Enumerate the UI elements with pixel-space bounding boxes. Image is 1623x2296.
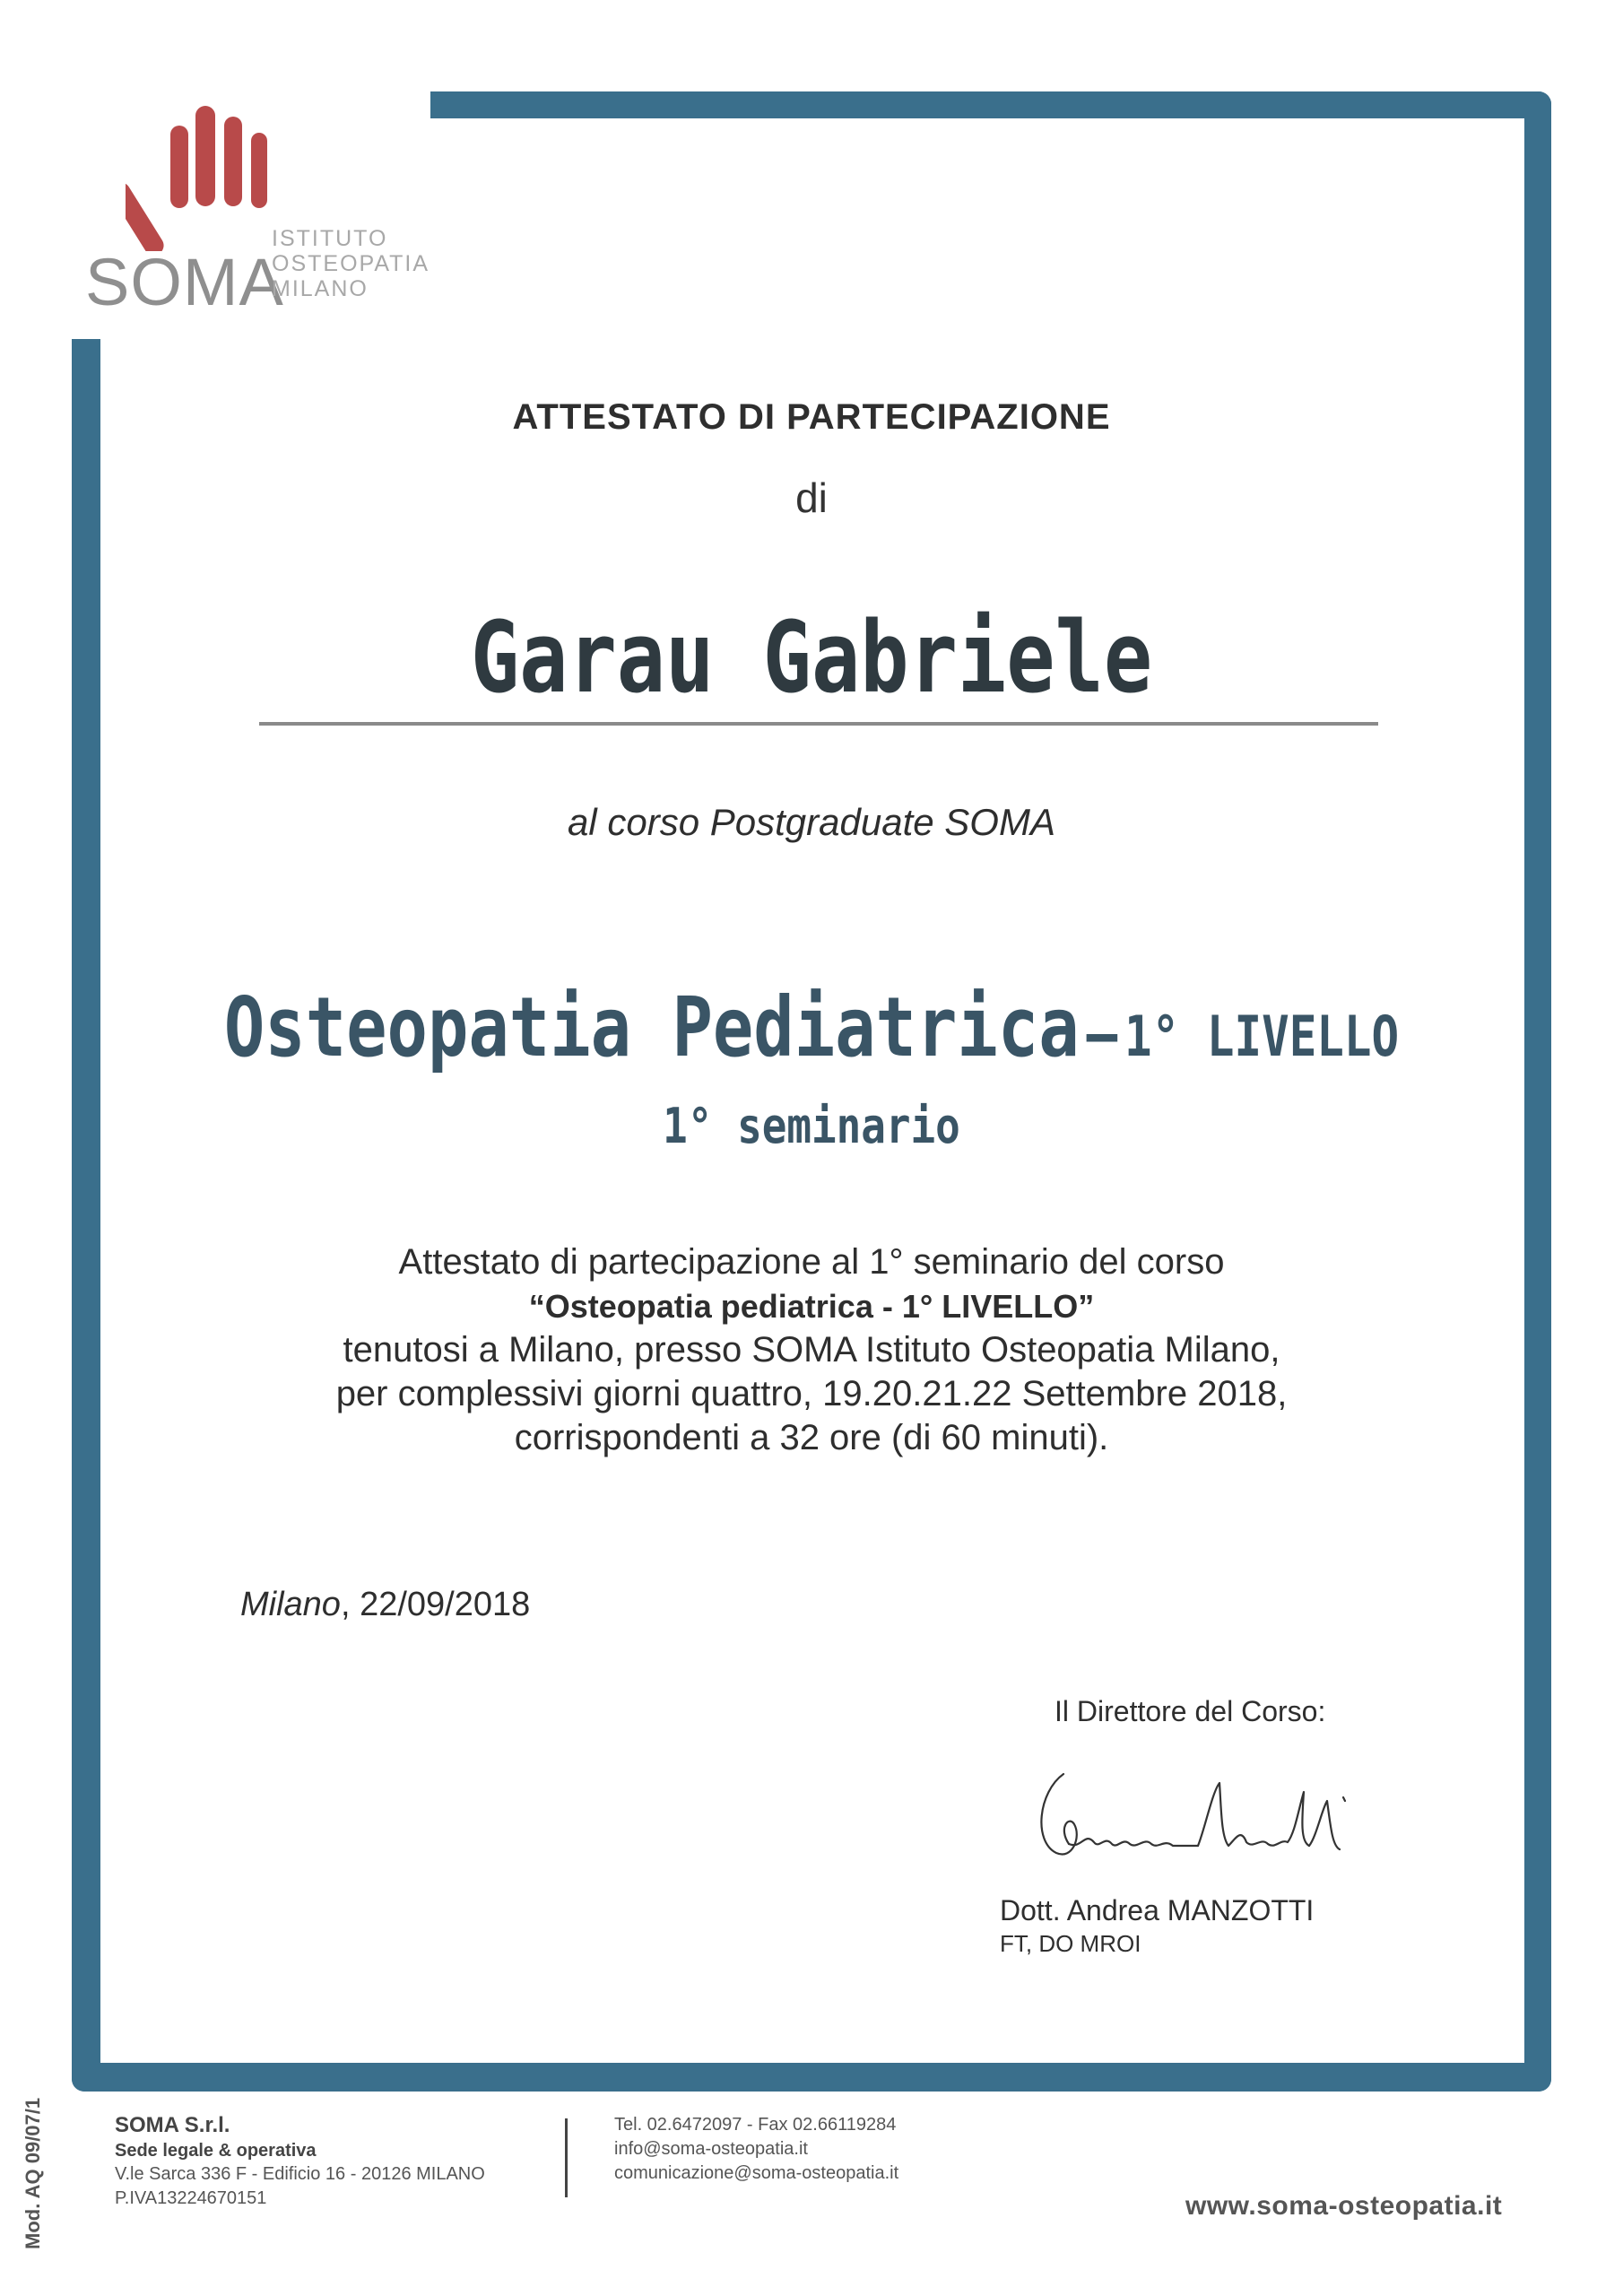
signature-image [1029,1756,1352,1873]
course-name: Osteopatia Pediatrica [223,979,1080,1075]
date: , 22/09/2018 [340,1586,531,1623]
footer-contacts [614,2113,898,2186]
contact-phone-fax: Tel. 02.6472097 - Fax 02.66119284 [614,2115,897,2135]
company-piva: P.IVA13224670151 [115,2188,267,2208]
company-sede: Sede legale & operativa [115,2141,317,2161]
course-intro: al corso Postgraduate SOMA [568,801,1055,843]
director-name: Dott. Andrea MANZOTTI [1000,1894,1315,1926]
director-title: FT, DO MROI [1000,1930,1141,1957]
contact-email-com: comunicazione@soma-osteopatia.it [614,2163,899,2183]
soma-logo [85,99,444,323]
frame-top-border [430,91,1551,118]
website-link[interactable]: www.soma-osteopatia.it [1185,2191,1503,2221]
course-title [146,979,1477,1075]
frame-right-border [1524,91,1551,2092]
contact-email-info: info@soma-osteopatia.it [614,2139,808,2159]
logo-wordmark: SOMA [85,245,284,319]
frame-bottom-border [72,2063,1551,2092]
recipient-name: Garau Gabriele [470,600,1153,715]
form-code: Mod. AQ 09/07/1 [22,2097,44,2249]
certificate-body [0,1240,1623,1460]
hand-logo-icon [126,99,278,251]
logo-sub-line: ISTITUTO [272,226,388,251]
place: Milano [240,1586,341,1623]
body-line-course: “Osteopatia pediatrica - 1° LIVELLO” [528,1288,1095,1325]
footer-company-info [115,2112,485,2211]
body-line: tenutosi a Milano, presso SOMA Istituto Osteopatia Milano, [343,1330,1280,1370]
company-address: V.le Sarca 336 F - Edificio 16 - 20126 MILANO [115,2164,485,2184]
logo-sub-line: OSTEOPATIA [272,251,430,276]
footer-divider [565,2118,568,2197]
body-line: per complessivi giorni quattro, 19.20.21.22 Settembre 2018, [335,1374,1288,1413]
company-name: SOMA S.r.l. [115,2113,230,2137]
logo-sub-line: MILANO [272,276,369,301]
logo-subtitle [272,226,430,301]
frame-left-border [72,339,100,2092]
body-line: corrispondenti a 32 ore (di 60 minuti). [514,1418,1109,1457]
certificate-di: di [795,474,828,521]
course-level: 1° LIVELLO [1124,1004,1400,1069]
name-underline [259,722,1378,726]
body-line: Attestato di partecipazione al 1° seminario del corso [398,1242,1225,1282]
course-dash: – [1086,997,1118,1071]
place-date [240,1586,530,1624]
seminar-label: 1° seminario [663,1098,960,1154]
certificate-title: ATTESTATO DI PARTECIPAZIONE [512,397,1111,437]
director-label: Il Direttore del Corso: [1055,1695,1326,1727]
